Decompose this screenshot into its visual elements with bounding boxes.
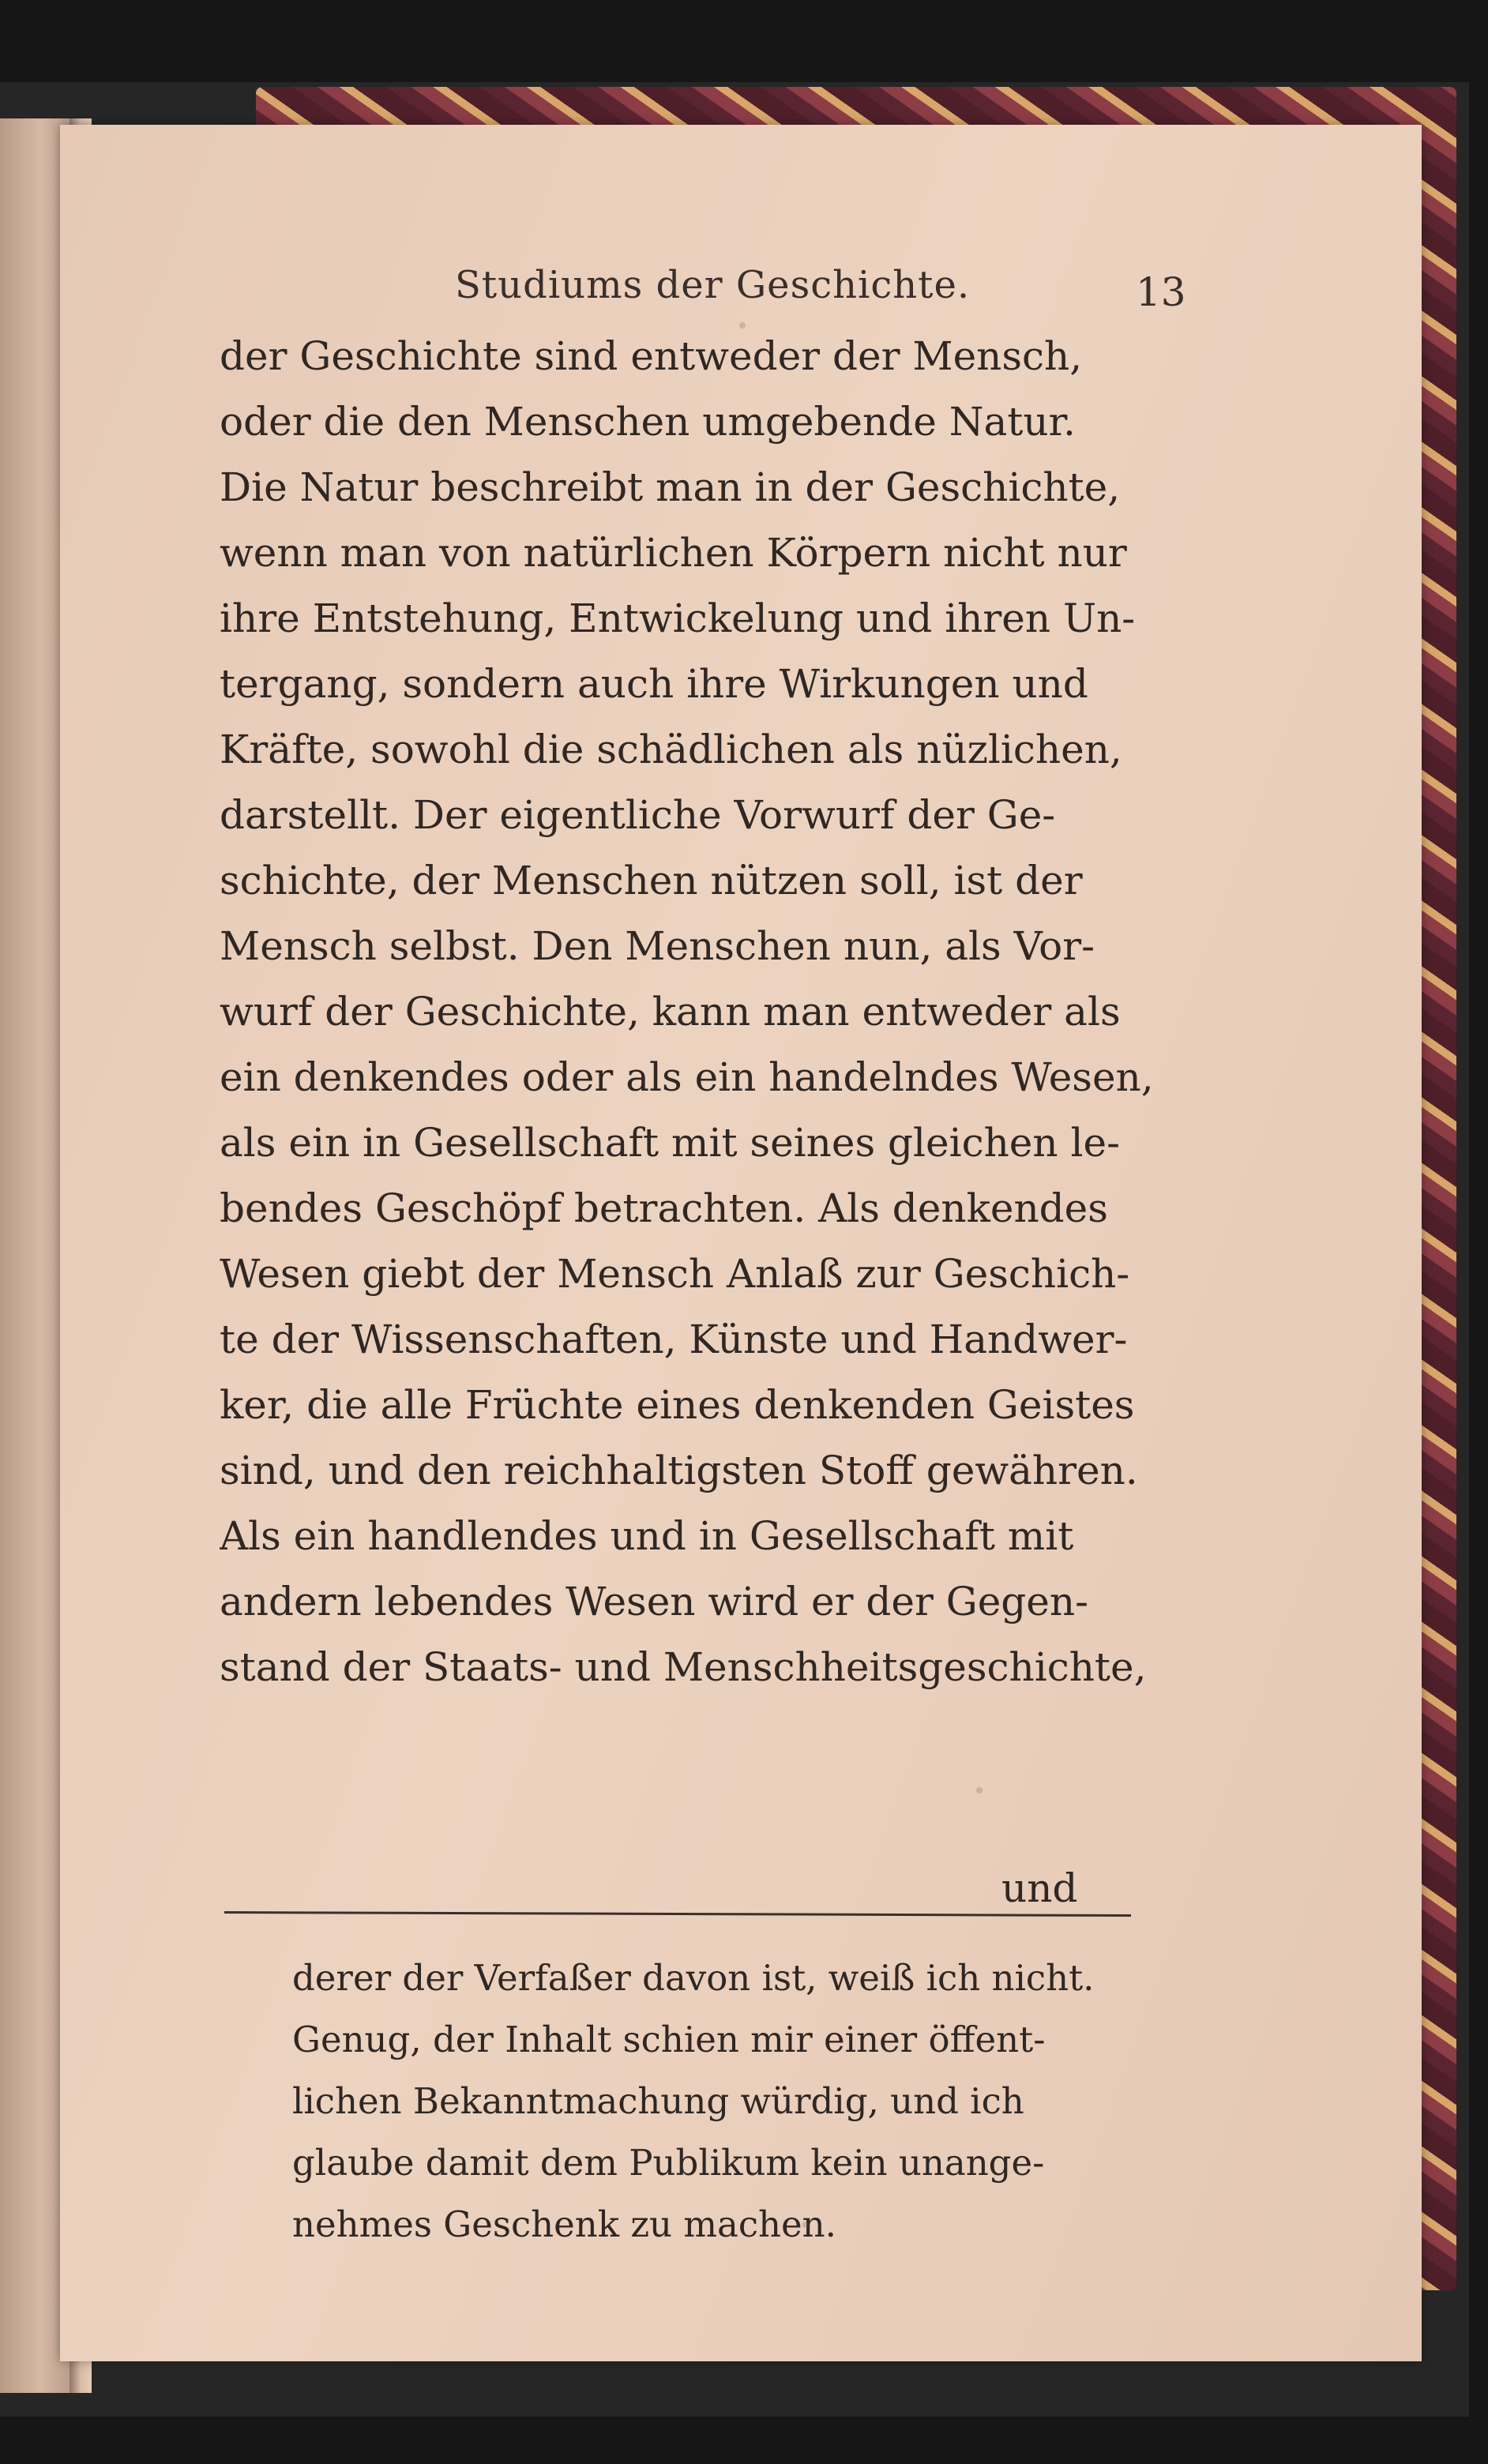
footnote: [292, 1948, 1161, 2256]
text-line: Mensch selbst. Den Menschen nun, als Vor-: [220, 923, 1095, 969]
book-page: [60, 125, 1422, 2361]
footnote-line: lichen Bekanntmachung würdig, und ich: [292, 2080, 1024, 2122]
footnote-line: glaube damit dem Publikum kein unange-: [292, 2142, 1045, 2184]
text-line: stand der Staats- und Menschheitsgeschichte,: [220, 1644, 1147, 1690]
paper-spot: [802, 2222, 809, 2228]
text-line: ein denkendes oder als ein handelndes Wesen,: [220, 1054, 1154, 1100]
text-line: schichte, der Menschen nützen soll, ist der: [220, 858, 1083, 903]
footnote-line: nehmes Geschenk zu machen.: [292, 2203, 836, 2245]
text-line: Als ein handlendes und in Gesellschaft mit: [220, 1513, 1074, 1559]
text-line: als ein in Gesellschaft mit seines gleichen le-: [220, 1120, 1120, 1166]
footnote-line: derer der Verfaßer davon ist, weiß ich nicht.: [292, 1957, 1095, 1999]
catchword: und: [1001, 1865, 1078, 1911]
text-line: te der Wissenschaften, Künste und Handwer-: [220, 1317, 1128, 1362]
paper-spot: [976, 1787, 983, 1794]
text-line: ker, die alle Früchte eines denkenden Geistes: [220, 1382, 1135, 1428]
running-head: Studiums der Geschichte.: [455, 263, 971, 307]
text-line: der Geschichte sind entweder der Mensch,: [220, 333, 1083, 379]
text-line: tergang, sondern auch ihre Wirkungen und: [220, 661, 1088, 707]
page-header: [455, 263, 1186, 326]
footnote-line: Genug, der Inhalt schien mir einer öffent-: [292, 2019, 1046, 2060]
text-line: Die Natur beschreibt man in der Geschichte,: [220, 464, 1121, 510]
text-line: Kräfte, sowohl die schädlichen als nüzlichen,: [220, 727, 1122, 772]
text-line: andern lebendes Wesen wird er der Gegen-: [220, 1579, 1088, 1625]
text-line: oder die den Menschen umgebende Natur.: [220, 399, 1076, 445]
text-line: wenn man von natürlichen Körpern nicht nur: [220, 530, 1127, 576]
text-line: sind, und den reichhaltigsten Stoff gewähren.: [220, 1448, 1138, 1493]
paper-spot: [739, 322, 746, 329]
text-line: bendes Geschöpf betrachten. Als denkendes: [220, 1185, 1108, 1231]
text-line: wurf der Geschichte, kann man entweder als: [220, 989, 1121, 1035]
page-number: 13: [1136, 269, 1186, 315]
text-line: ihre Entstehung, Entwickelung und ihren Un-: [220, 595, 1136, 641]
text-line: darstellt. Der eigentliche Vorwurf der Ge-: [220, 792, 1056, 838]
text-line: Wesen giebt der Mensch Anlaß zur Geschich-: [220, 1251, 1130, 1297]
footnote-rule: [224, 1911, 1131, 1917]
body-text: [220, 324, 1207, 1700]
